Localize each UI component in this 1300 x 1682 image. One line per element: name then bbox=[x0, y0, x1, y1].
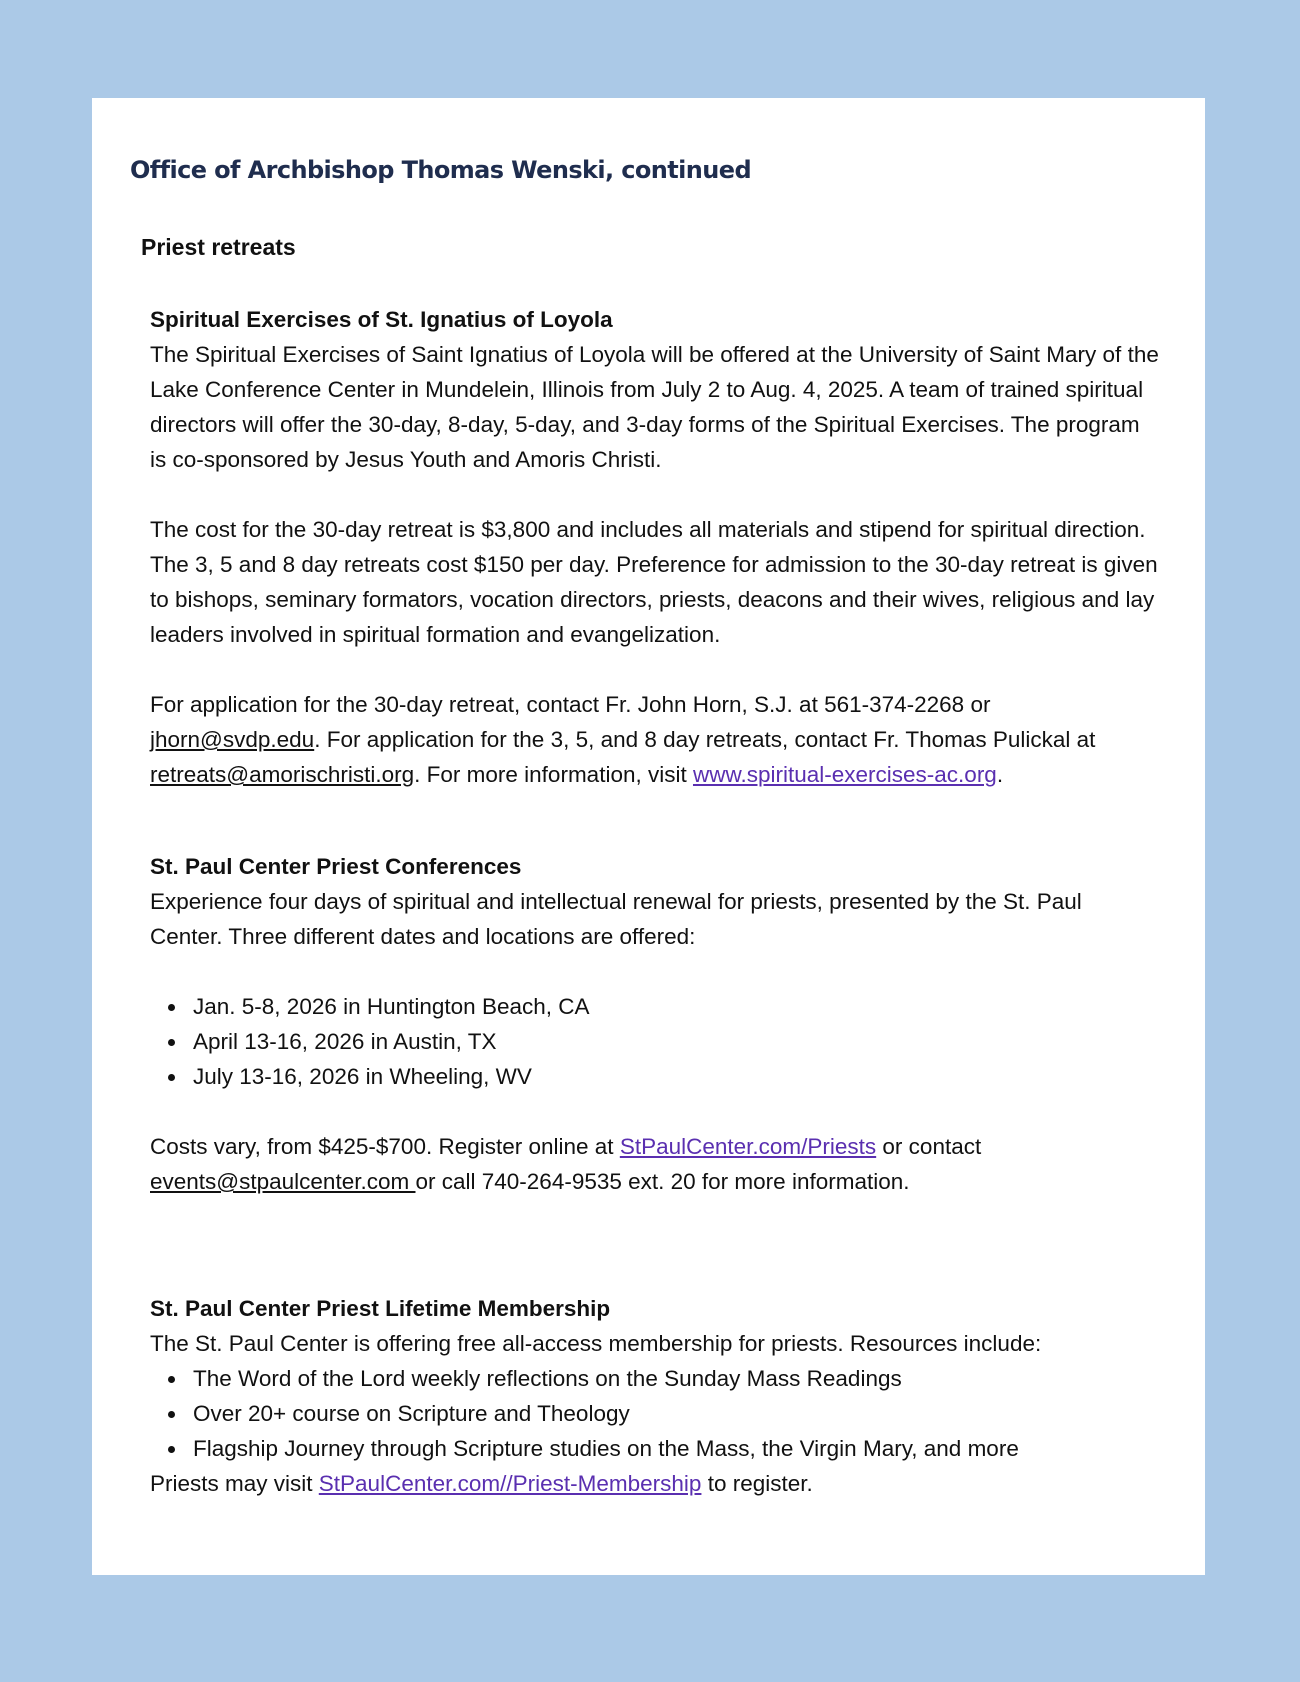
conferences-intro: Experience four days of spiritual and intellectual renewal for priests, presented by the St. Paul Center. Three different dates and locations are offered: bbox=[150, 889, 1082, 949]
list-item-text: Jan. 5-8, 2026 in Huntington Beach, CA bbox=[193, 994, 590, 1019]
ignatius-heading: Spiritual Exercises of St. Ignatius of Loyola bbox=[150, 307, 613, 332]
document-content bbox=[150, 302, 1160, 1501]
ignatius-cost: The cost for the 30-day retreat is $3,800 and includes all materials and stipend for spiritual direction. The 3, 5 and 8 day retreats cost $150 per day. Preference for admission to the 30-day retreat is given to bishops, seminary formators, vocation directors, priests, deacons and their wives, religious and lay leaders involved in spiritual formation and evangelization. bbox=[150, 517, 1158, 647]
list-item bbox=[193, 1024, 1160, 1059]
membership-heading: St. Paul Center Priest Lifetime Membership bbox=[150, 1296, 611, 1321]
website-link-stpaulcenter-priests[interactable]: StPaulCenter.com/Priests bbox=[619, 1134, 877, 1159]
website-link-spiritual-exercises[interactable]: www.spiritual-exercises-ac.org bbox=[692, 762, 997, 787]
list-item bbox=[193, 1361, 1160, 1396]
bullet-icon bbox=[168, 1039, 175, 1046]
membership-register bbox=[150, 1466, 1160, 1501]
register-text: Priests may visit bbox=[150, 1471, 319, 1496]
bullet-icon bbox=[168, 1074, 175, 1081]
conferences-heading: St. Paul Center Priest Conferences bbox=[150, 854, 522, 879]
page-title: Office of Archbishop Thomas Wenski, continued bbox=[130, 156, 752, 184]
ignatius-section bbox=[150, 302, 1160, 792]
document-page bbox=[92, 98, 1205, 1575]
contact-text: For application for the 30-day retreat, contact Fr. John Horn, S.J. at 561-374-2268 or bbox=[150, 692, 991, 717]
membership-intro: The St. Paul Center is offering free all-access membership for priests. Resources include: bbox=[150, 1331, 1042, 1356]
bullet-icon bbox=[168, 1004, 175, 1011]
bullet-icon bbox=[168, 1376, 175, 1383]
conference-dates-list bbox=[150, 989, 1160, 1094]
costs-text: or call 740-264-9535 ext. 20 for more information. bbox=[415, 1169, 910, 1194]
list-item-text: The Word of the Lord weekly reflections on the Sunday Mass Readings bbox=[193, 1366, 902, 1391]
ignatius-contact bbox=[150, 687, 1160, 792]
email-link-events[interactable]: events@stpaulcenter.com bbox=[150, 1169, 416, 1194]
register-text: to register. bbox=[701, 1471, 813, 1496]
costs-text: or contact bbox=[876, 1134, 982, 1159]
list-item-text: Flagship Journey through Scripture studies on the Mass, the Virgin Mary, and more bbox=[193, 1436, 1019, 1461]
contact-text: . For application for the 3, 5, and 8 day retreats, contact Fr. Thomas Pulickal at bbox=[314, 727, 1096, 752]
list-item bbox=[193, 1059, 1160, 1094]
costs-text: Costs vary, from $425-$700. Register online at bbox=[150, 1134, 620, 1159]
list-item-text: July 13-16, 2026 in Wheeling, WV bbox=[193, 1064, 532, 1089]
list-item bbox=[193, 1396, 1160, 1431]
contact-text: . For more information, visit bbox=[414, 762, 693, 787]
bullet-icon bbox=[168, 1411, 175, 1418]
email-link-jhorn[interactable]: jhorn@svdp.edu bbox=[150, 727, 315, 752]
ignatius-description: The Spiritual Exercises of Saint Ignatius of Loyola will be offered at the University of Saint Mary of the Lake Conference Center in Mundelein, Illinois from July 2 to Aug. 4, 2025. A team of trained spiritual directors will offer the 30-day, 8-day, 5-day, and 3-day forms of the Spiritual Exercises. The program is co-sponsored by Jesus Youth and Amoris Christi. bbox=[150, 342, 1159, 472]
email-link-retreats[interactable]: retreats@amorischristi.org bbox=[150, 762, 415, 787]
list-item bbox=[193, 1431, 1160, 1466]
list-item-text: April 13-16, 2026 in Austin, TX bbox=[193, 1029, 497, 1054]
membership-section bbox=[150, 1291, 1160, 1501]
list-item bbox=[193, 989, 1160, 1024]
conferences-section bbox=[150, 849, 1160, 1199]
conferences-costs bbox=[150, 1129, 1160, 1199]
bullet-icon bbox=[168, 1446, 175, 1453]
membership-resources-list bbox=[150, 1361, 1160, 1466]
list-item-text: Over 20+ course on Scripture and Theology bbox=[193, 1401, 630, 1426]
section-label: Priest retreats bbox=[141, 234, 296, 260]
website-link-priest-membership[interactable]: StPaulCenter.com//Priest-Membership bbox=[318, 1471, 702, 1496]
contact-text: . bbox=[996, 762, 1004, 787]
